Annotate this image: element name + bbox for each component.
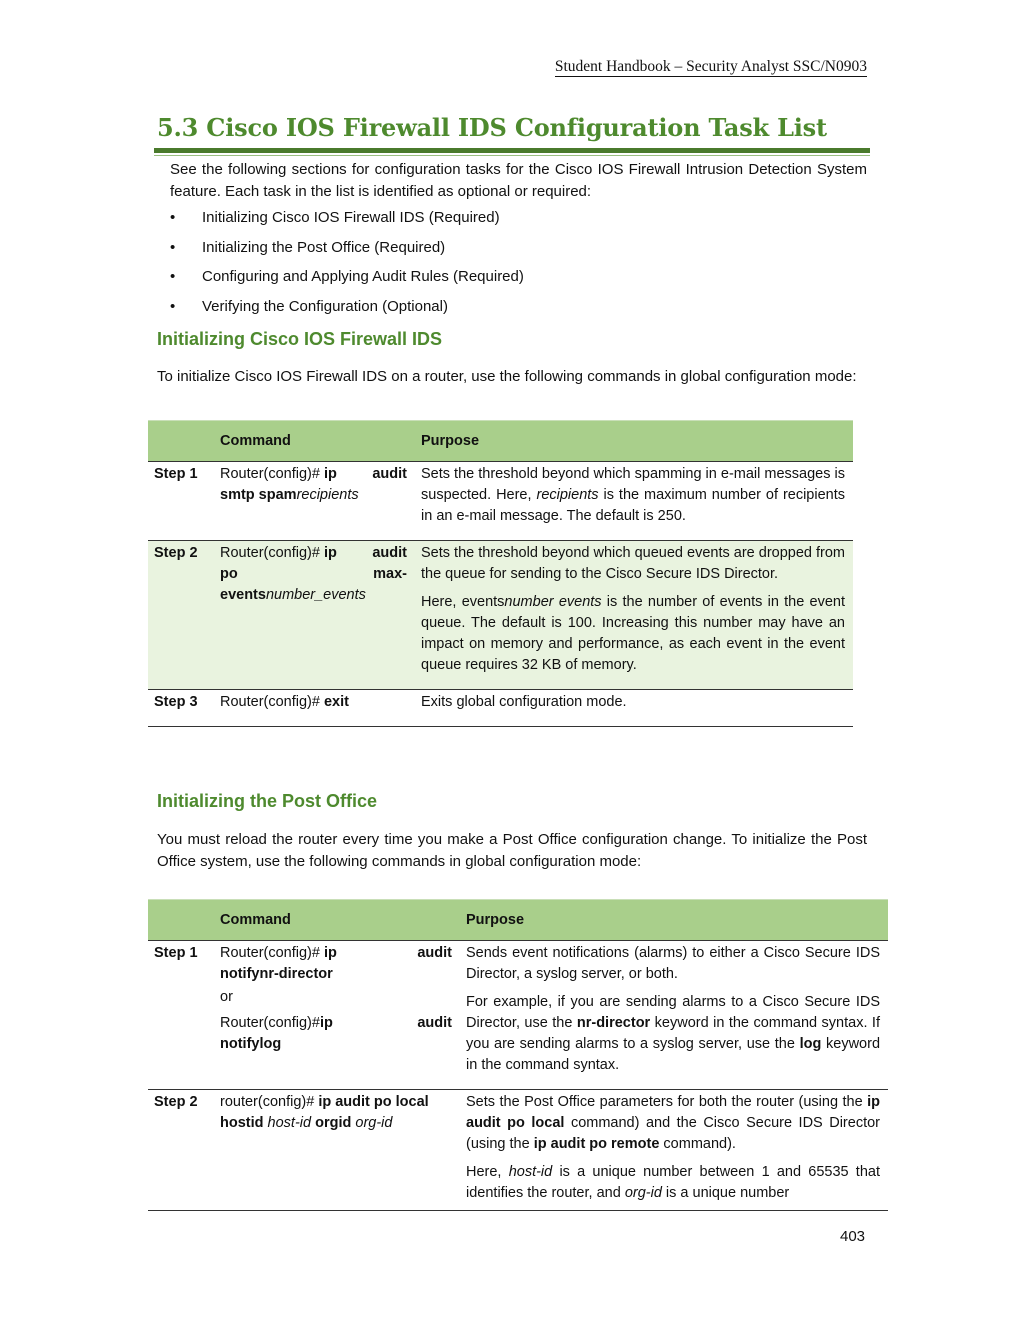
table-row bbox=[148, 541, 853, 690]
step-label: Step 3 bbox=[148, 690, 214, 727]
task-label: Initializing Cisco IOS Firewall IDS (Required) bbox=[202, 209, 500, 226]
table-row bbox=[148, 462, 853, 541]
purpose-cell: Sets the Post Office parameters for both the router (using the ip audit po local command) and the Cisco Secure IDS Director (using the ip audit po remote command). Here, host-id is a unique number between 1 and 65535 that identifies the router, and org-id is a unique number bbox=[460, 1090, 888, 1211]
table-row bbox=[148, 1090, 888, 1211]
purpose-cell: Sends event notifications (alarms) to either a Cisco Secure IDS Director, a syslog server, or both. For example, if you are sending alarms to a Cisco Secure IDS Director, use the nr-director keyword in the command syntax. If you are sending alarms to a syslog server, use the log keyword in the command syntax. bbox=[460, 941, 888, 1090]
task-label: Initializing the Post Office (Required) bbox=[202, 238, 446, 256]
post-office-table bbox=[148, 899, 888, 1211]
table-header-row bbox=[148, 421, 853, 462]
bullet-dot: • bbox=[170, 209, 176, 226]
step-label: Step 1 bbox=[148, 462, 214, 541]
table-row bbox=[148, 690, 853, 727]
command-cell: router(config)# ip audit po local hostid host-id orgid org-id bbox=[214, 1090, 460, 1211]
section-intro: See the following sections for configuration tasks for the Cisco IOS Firewall Intrusion Detection System feature. Each task in the list is identified as optional or required: bbox=[170, 161, 867, 200]
bullet-dot: • bbox=[170, 268, 176, 285]
purpose-cell: Exits global configuration mode. bbox=[415, 690, 853, 727]
task-list-item bbox=[170, 266, 524, 296]
bullet-dot: • bbox=[170, 238, 176, 256]
task-list-item bbox=[170, 237, 524, 267]
subheading-init-ids: Initializing Cisco IOS Firewall IDS bbox=[157, 329, 443, 349]
task-label: Configuring and Applying Audit Rules (Required) bbox=[202, 268, 524, 285]
purpose-cell: Sets the threshold beyond which queued events are dropped from the queue for sending to the Cisco Secure IDS Director. Here, eventsnumber events is the number of events in the event queue. The default is 100. Increasing this number may have an impact on memory and performance, as each event in the event queue requires 32 KB of memory. bbox=[415, 541, 853, 690]
section-title: 5.3 Cisco IOS Firewall IDS Configuration Task List bbox=[157, 113, 827, 142]
title-rule bbox=[154, 148, 870, 153]
bullet-dot: • bbox=[170, 297, 176, 315]
col-header-command: Command bbox=[214, 900, 460, 941]
post-office-intro: You must reload the router every time you make a Post Office configuration change. To initialize the Post Office system, use the following commands in global configuration mode: bbox=[157, 831, 867, 870]
title-rule-thin bbox=[154, 155, 870, 156]
page-number: 403 bbox=[840, 1228, 866, 1245]
command-cell: Router(config)# ip audit notifynr-director or Router(config)#ip audit notifylog bbox=[214, 941, 460, 1090]
subheading-post-office: Initializing the Post Office bbox=[157, 791, 378, 811]
table-header-row bbox=[148, 900, 888, 941]
command-cell: Router(config)# ip audit smtp spamrecipients bbox=[214, 462, 415, 541]
col-header-purpose: Purpose bbox=[415, 421, 853, 462]
step-label: Step 2 bbox=[148, 541, 214, 690]
step-label: Step 2 bbox=[148, 1090, 214, 1211]
task-list-item bbox=[170, 296, 524, 326]
init-ids-intro: To initialize Cisco IOS Firewall IDS on a router, use the following commands in global configuration mode: bbox=[157, 368, 857, 385]
running-header: Student Handbook – Security Analyst SSC/N0903 bbox=[554, 58, 867, 75]
col-header-command: Command bbox=[214, 421, 415, 462]
purpose-cell: Sets the threshold beyond which spamming in e-mail messages is suspected. Here, recipients is the maximum number of recipients in an e-mail message. The default is 250. bbox=[415, 462, 853, 541]
col-header-purpose: Purpose bbox=[460, 900, 888, 941]
task-label: Verifying the Configuration (Optional) bbox=[202, 297, 448, 315]
init-ids-table bbox=[148, 420, 853, 727]
task-list bbox=[170, 207, 524, 325]
table-row bbox=[148, 941, 888, 1090]
step-label: Step 1 bbox=[148, 941, 214, 1090]
task-list-item bbox=[170, 207, 524, 237]
command-cell: Router(config)# exit bbox=[214, 690, 415, 727]
command-cell: Router(config)# ip audit po max- eventsnumber_events bbox=[214, 541, 415, 690]
